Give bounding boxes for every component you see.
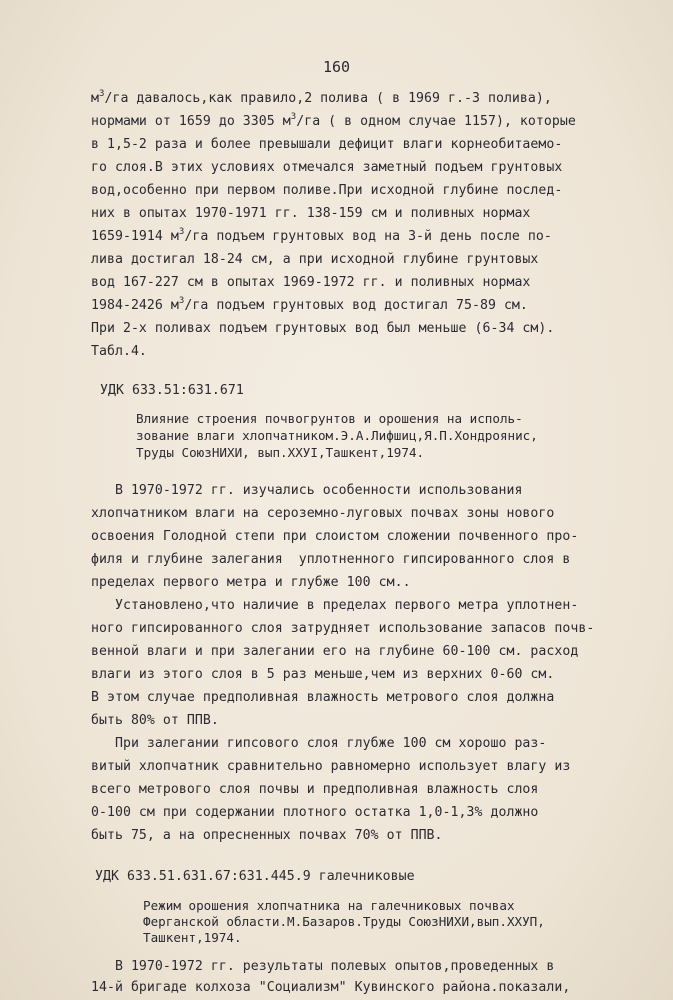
- text-line: $м^3/га$ давалось,как правило,2 полива ( в 1969 г.-3 полива),: [91, 89, 552, 106]
- abstract-line: зование влаги хлопчатником.Э.А.Лифшиц,Я.П.Хондроянис,: [136, 428, 538, 443]
- text-line: в 1,5-2 раза и более превышали дефицит влаги корнеобитаемо-: [91, 137, 563, 152]
- text-line: венной влаги и при залегании его на глубине 60-100 см. расход: [91, 644, 579, 659]
- text-line: Установлено,что наличие в пределах первого метра уплотнен-: [91, 598, 579, 613]
- abstract-line: Влияние строения почвогрунтов и орошения на исполь-: [136, 411, 523, 426]
- abstract-line: Ферганской области.М.Базаров.Труды СоюзНИХИ,вып.ХХУП,: [143, 914, 545, 929]
- text-line: нормами от 1659 до 3305 $м^3/га$ ( в одном случае 1157), которые: [91, 112, 576, 129]
- text-line: ного гипсированного слоя затрудняет использование запасов почв-: [91, 621, 595, 636]
- text-line: В 1970-1972 гг. изучались особенности использования: [91, 483, 523, 498]
- abstract-line: Ташкент,1974.: [143, 930, 242, 945]
- abstract-line: Труды СоюзНИХИ, вып.ХХУI,Ташкент,1974.: [136, 445, 425, 460]
- text-line: При 2-х поливах подъем грунтовых вод был меньше (6-34 см).: [91, 321, 555, 336]
- text-line: В этом случае предполивная влажность метрового слоя должна: [91, 690, 555, 705]
- text-line: пределах первого метра и глубже 100 см..: [91, 575, 411, 590]
- abstract-line: Режим орошения хлопчатника на галечниковых почвах: [143, 898, 515, 913]
- text-line: При залегании гипсового слоя глубже 100 см хорошо раз-: [91, 736, 547, 751]
- text-line: 1984-2426 $м^3/га$ подъем грунтовых вод достигал 75-89 см.: [91, 296, 528, 313]
- text-line: витый хлопчатник сравнительно равномерно использует влагу из: [91, 759, 571, 774]
- text-line: влаги из этого слоя в 5 раз меньше,чем из верхних 0-60 см.: [91, 667, 555, 682]
- text-line: вод,особенно при первом поливе.При исходной глубине послед-: [91, 183, 563, 198]
- text-line: освоения Голодной степи при слоистом сложении почвенного про-: [91, 529, 579, 544]
- text-line: вод 167-227 см в опытах 1969-1972 гг. и поливных нормах: [91, 275, 531, 290]
- text-line: го слоя.В этих условиях отмечался заметный подъем грунтовых: [91, 160, 563, 175]
- text-line: Табл.4.: [91, 344, 147, 359]
- text-line: 0-100 см при содержании плотного остатка 1,0-1,3% должно: [91, 805, 539, 820]
- page-number: 160: [322, 58, 351, 76]
- text-line: быть 80% от ППВ.: [91, 713, 219, 728]
- text-line: филя и глубине залегания уплотненного гипсированного слоя в: [91, 552, 571, 567]
- udk-heading: УДК 633.51:631.671: [100, 383, 244, 398]
- text-line: В 1970-1972 гг. результаты полевых опытов,проведенных в: [91, 959, 555, 974]
- text-line: 14-й бригаде колхоза "Социализм" Кувинского района.показали,: [91, 980, 571, 995]
- udk-heading: УДК 633.51.631.67:631.445.9 галечниковые: [95, 869, 415, 884]
- text-line: лива достигал 18-24 см, а при исходной глубине грунтовых: [91, 252, 539, 267]
- text-line: хлопчатником влаги на сероземно-луговых почвах зоны нового: [91, 506, 555, 521]
- text-line: них в опытах 1970-1971 гг. 138-159 см и поливных нормах: [91, 206, 531, 221]
- text-line: 1659-1914 $м^3/га$ подъем грунтовых вод на 3-й день после по-: [91, 227, 552, 244]
- text-line: быть 75, а на опресненных почвах 70% от ППВ.: [91, 828, 443, 843]
- text-line: всего метрового слоя почвы и предполивная влажность слоя: [91, 782, 539, 797]
